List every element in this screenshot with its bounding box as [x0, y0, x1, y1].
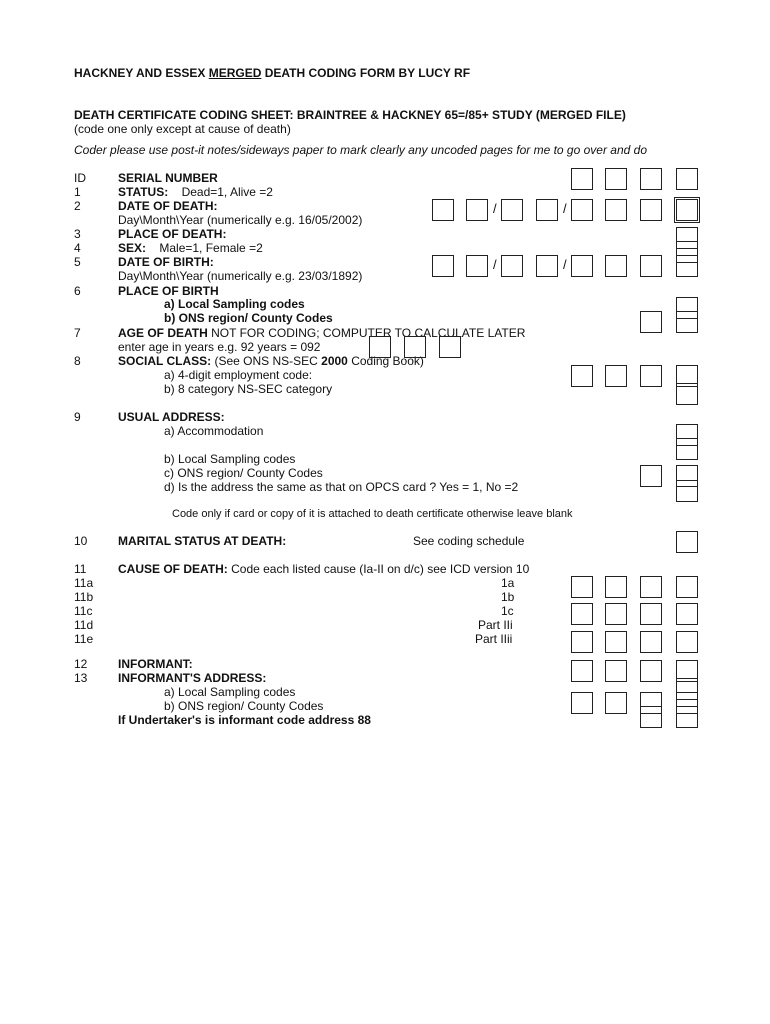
date-of-birth-box[interactable] [676, 255, 698, 277]
age-of-death-hint: enter age in years e.g. 92 years = 092 [118, 340, 321, 354]
date-of-birth-box[interactable] [501, 255, 523, 277]
sheet-title: DEATH CERTIFICATE CODING SHEET: BRAINTREE & HACKNEY 65=/85+ STUDY (MERGED FILE) [74, 108, 626, 122]
marital-status-label: MARITAL STATUS AT DEATH: [118, 534, 287, 548]
date-of-death-box[interactable] [640, 199, 662, 221]
informant-box[interactable] [605, 660, 627, 682]
cause-1a-label: 1a [501, 576, 515, 590]
cause-1b-label: 1b [501, 590, 515, 604]
usual-address-note: Code only if card or copy of it is attached to death certificate otherwise leave blank [172, 508, 573, 520]
row-number: 12 [74, 657, 88, 671]
cause-code-box[interactable] [605, 603, 627, 625]
status-row: STATUS: Dead=1, Alive =2 [118, 185, 273, 199]
social-class-nssec: b) 8 category NS-SEC category [164, 382, 333, 396]
cause-1c-label: 1c [501, 604, 514, 618]
social-class-employment-box[interactable] [571, 365, 593, 387]
address-local-box[interactable] [676, 438, 698, 460]
informant-label: INFORMANT: [118, 657, 193, 671]
informant-address-ons: b) ONS region/ County Codes [164, 699, 324, 713]
address-ons-box[interactable] [640, 465, 662, 487]
row-number: 8 [74, 354, 81, 368]
date-separator: / [493, 201, 497, 216]
usual-address-accommodation: a) Accommodation [164, 424, 264, 438]
social-class-employment-box[interactable] [640, 365, 662, 387]
cause-code-box[interactable] [571, 576, 593, 598]
age-of-death-box[interactable] [439, 336, 461, 358]
undertaker-note: If Undertaker's is informant code address 88 [118, 713, 371, 727]
date-of-birth-box[interactable] [571, 255, 593, 277]
row-number: 9 [74, 410, 81, 424]
serial-number-box[interactable] [571, 168, 593, 190]
row-number: 2 [74, 199, 81, 213]
address-opcs-box[interactable] [676, 480, 698, 502]
date-of-death-box[interactable] [432, 199, 454, 221]
row-number: 10 [74, 534, 88, 548]
row-number: 13 [74, 671, 88, 685]
serial-number-box[interactable] [605, 168, 627, 190]
age-of-death-box[interactable] [404, 336, 426, 358]
informant-address-box[interactable] [605, 692, 627, 714]
row-number: 11a [74, 576, 94, 590]
informant-address-local: a) Local Sampling codes [164, 685, 296, 699]
date-of-birth-box[interactable] [432, 255, 454, 277]
sheet-note: (code one only except at cause of death) [74, 122, 291, 136]
row-number: 7 [74, 326, 81, 340]
date-of-birth-label: DATE OF BIRTH: [118, 255, 214, 269]
place-of-birth-local: a) Local Sampling codes [164, 297, 305, 311]
cause-code-box[interactable] [605, 576, 627, 598]
cause-code-box[interactable] [605, 631, 627, 653]
row-number: 1 [74, 185, 81, 199]
date-of-death-box[interactable] [501, 199, 523, 221]
cause-part2ii-label: Part IIii [475, 632, 513, 646]
place-of-birth-ons-box[interactable] [676, 311, 698, 333]
social-class-employment: a) 4-digit employment code: [164, 368, 313, 382]
informant-address-label: INFORMANT'S ADDRESS: [118, 671, 267, 685]
date-separator: / [493, 257, 497, 272]
date-of-birth-hint: Day\Month\Year (numerically e.g. 23/03/1892) [118, 269, 363, 283]
serial-number-box[interactable] [676, 168, 698, 190]
social-class-employment-box[interactable] [605, 365, 627, 387]
row-number: 6 [74, 284, 81, 298]
date-of-birth-box[interactable] [536, 255, 558, 277]
row-number: 5 [74, 255, 81, 269]
row-number: 11e [74, 632, 94, 646]
date-of-birth-box[interactable] [605, 255, 627, 277]
date-of-death-box[interactable] [536, 199, 558, 221]
place-of-birth-ons-box[interactable] [640, 311, 662, 333]
cause-code-box[interactable] [640, 603, 662, 625]
cause-code-box[interactable] [640, 631, 662, 653]
row-number: 4 [74, 241, 81, 255]
cause-code-box[interactable] [676, 603, 698, 625]
date-of-birth-box[interactable] [466, 255, 488, 277]
row-number: 3 [74, 227, 81, 241]
usual-address-ons: c) ONS region/ County Codes [164, 466, 323, 480]
age-of-death-box[interactable] [369, 336, 391, 358]
row-number: 11d [74, 618, 94, 632]
place-of-birth-label: PLACE OF BIRTH [118, 284, 219, 298]
usual-address-opcs: d) Is the address the same as that on OPCS card ? Yes = 1, No =2 [164, 480, 519, 494]
cause-code-box[interactable] [676, 576, 698, 598]
informant-address-box[interactable] [571, 692, 593, 714]
date-of-death-label: DATE OF DEATH: [118, 199, 218, 213]
date-of-death-box[interactable] [466, 199, 488, 221]
date-of-death-box[interactable] [605, 199, 627, 221]
sex-row: SEX: Male=1, Female =2 [118, 241, 263, 255]
informant-box[interactable] [640, 660, 662, 682]
usual-address-label: USUAL ADDRESS: [118, 410, 225, 424]
place-of-birth-ons: b) ONS region/ County Codes [164, 311, 333, 325]
informant-address-ons-box[interactable] [640, 706, 662, 728]
cause-part2i-label: Part IIi [478, 618, 513, 632]
id-label: ID [74, 171, 86, 185]
coder-note: Coder please use post-it notes/sideways paper to mark clearly any uncoded pages for me to go over and do [74, 143, 647, 157]
row-number: 11c [74, 604, 93, 618]
informant-box[interactable] [571, 660, 593, 682]
cause-code-box[interactable] [676, 631, 698, 653]
date-of-death-box[interactable] [571, 199, 593, 221]
date-separator: / [563, 257, 567, 272]
cause-code-box[interactable] [640, 576, 662, 598]
cause-code-box[interactable] [571, 603, 593, 625]
row-number: 11b [74, 590, 94, 604]
marital-status-box[interactable] [676, 531, 698, 553]
date-of-death-hint: Day\Month\Year (numerically e.g. 16/05/2002) [118, 213, 363, 227]
cause-of-death-row: CAUSE OF DEATH: Code each listed cause (Ia-II on d/c) see ICD version 10 [118, 562, 530, 576]
date-separator: / [563, 201, 567, 216]
date-of-birth-box[interactable] [640, 255, 662, 277]
form-title: HACKNEY AND ESSEX MERGED DEATH CODING FORM BY LUCY RF [74, 66, 471, 80]
usual-address-local: b) Local Sampling codes [164, 452, 296, 466]
social-class-nssec-box[interactable] [676, 383, 698, 405]
informant-address-ons-box[interactable] [676, 706, 698, 728]
social-class-row: SOCIAL CLASS: (See ONS NS-SEC 2000 Coding Book) [118, 354, 424, 368]
row-number: 11 [74, 562, 87, 576]
age-of-death-row: AGE OF DEATH NOT FOR CODING; COMPUTER TO CALCULATE LATER [118, 326, 526, 340]
place-of-death-label: PLACE OF DEATH: [118, 227, 227, 241]
serial-number-label: SERIAL NUMBER [118, 171, 218, 185]
marital-status-hint: See coding schedule [413, 534, 525, 548]
date-of-death-box-outline [674, 197, 700, 223]
serial-number-box[interactable] [640, 168, 662, 190]
cause-code-box[interactable] [571, 631, 593, 653]
